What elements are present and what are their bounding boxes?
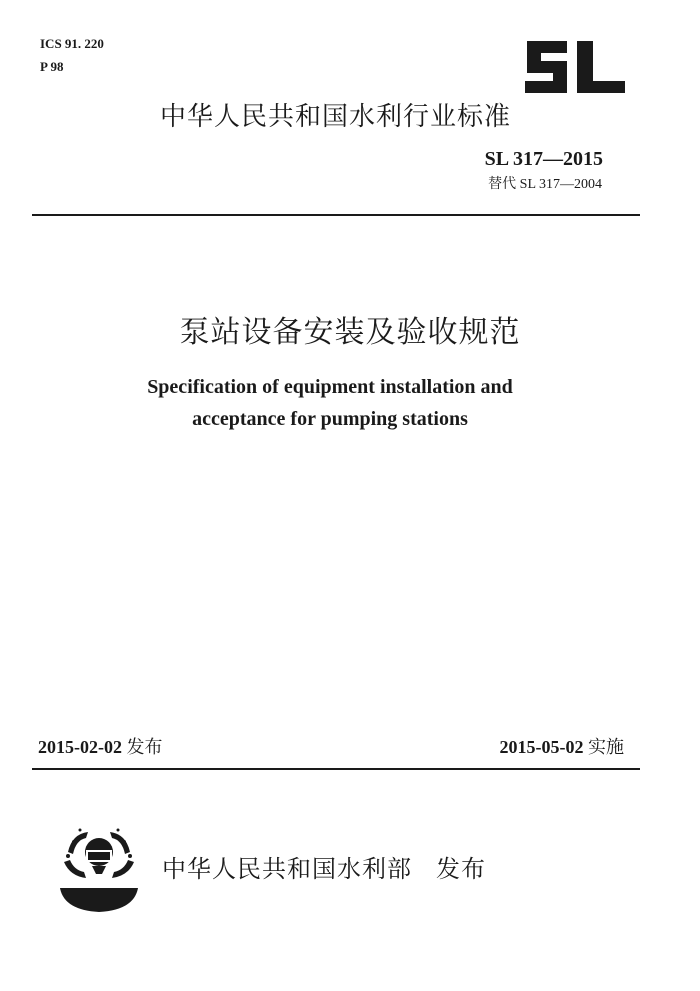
issue-date-value: 2015-02-02 [38,737,122,757]
publish-label: 发布 [436,855,486,883]
ministry-emblem-icon [56,822,142,914]
issue-label: 发布 [126,737,163,758]
category-code: P 98 [40,59,64,74]
top-divider [32,214,640,216]
bottom-divider [32,768,640,770]
implement-label: 实施 [588,737,624,758]
standard-type: 中华人民共和国水利行业标准 [160,102,512,132]
issue-date [38,735,163,760]
replaces-standard: 替代 SL 317—2004 [488,177,602,192]
implement-date [500,735,625,760]
implement-date-value: 2015-05-02 [499,737,584,757]
standard-number: SL 317—2015 [484,148,603,170]
title-chinese: 泵站设备安装及验收规范 [179,315,521,350]
title-english-line1: Specification of equipment installation and [147,376,513,398]
publisher [162,853,486,885]
sl-logo-icon [521,37,627,97]
publisher-name: 中华人民共和国水利部 [162,855,412,883]
ics-code: ICS 91. 220 [40,36,104,51]
title-english-line2: acceptance for pumping stations [192,408,468,430]
